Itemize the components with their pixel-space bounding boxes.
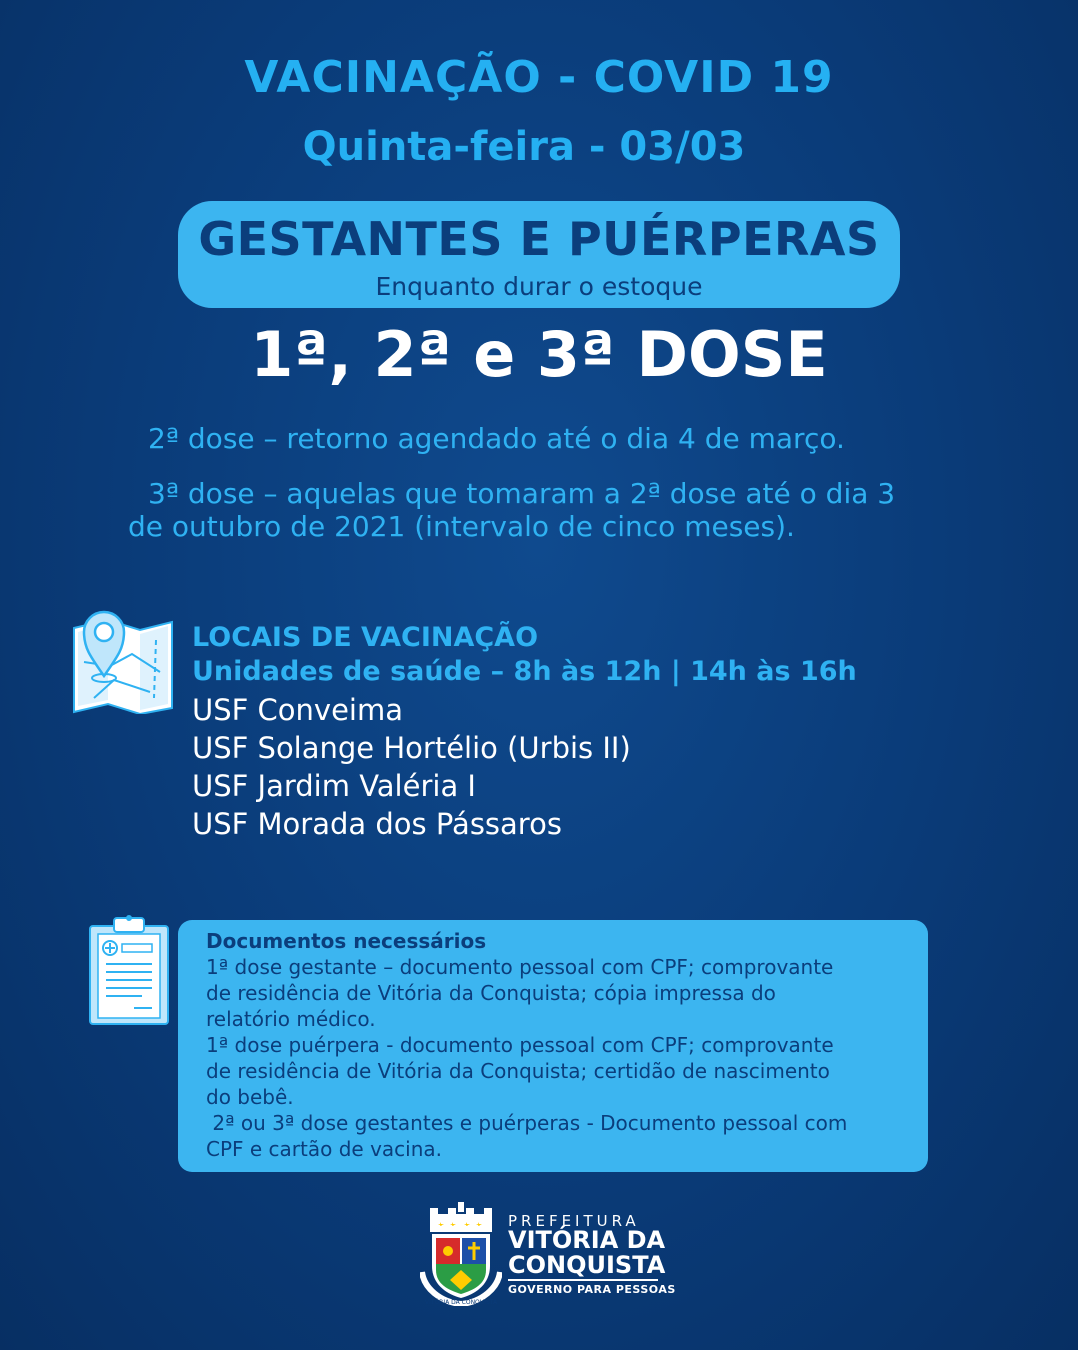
logo-prefeitura: PREFEITURA: [508, 1212, 640, 1230]
documents-line: 1ª dose gestante – documento pessoal com CPF; comprovante: [206, 955, 834, 979]
page-title: VACINAÇÃO - COVID 19: [244, 52, 834, 103]
documents-text: [206, 928, 912, 1162]
documents-line: 1ª dose puérpera - documento pessoal com CPF; comprovante: [206, 1033, 834, 1057]
documents-line: CPF e cartão de vacina.: [206, 1137, 443, 1161]
documents-line: de residência de Vitória da Conquista; cópia impressa do: [206, 981, 776, 1005]
location-item: USF Solange Hortélio (Urbis II): [192, 731, 631, 765]
page-subtitle-date: Quinta-feira - 03/03: [302, 124, 746, 170]
documents-line: do bebê.: [206, 1085, 294, 1109]
logo-divider: [508, 1279, 658, 1281]
documents-heading: Documentos necessários: [206, 929, 487, 953]
documents-line: de residência de Vitória da Conquista; certidão de nascimento: [206, 1059, 830, 1083]
doses-title: 1ª, 2ª e 3ª DOSE: [250, 318, 828, 391]
logo-tagline: GOVERNO PARA PESSOAS: [508, 1283, 676, 1296]
locations-hours: Unidades de saúde – 8h às 12h | 14h às 16h: [192, 656, 857, 687]
location-item: USF Jardim Valéria I: [192, 769, 476, 803]
group-title: GESTANTES E PUÉRPERAS: [198, 212, 880, 266]
location-item: USF Conveima: [192, 693, 403, 727]
svg-text:VITÓRIA DA CONQUISTA: VITÓRIA DA CONQUISTA: [424, 1299, 498, 1306]
dose-info-line-2: 3ª dose – aquelas que tomaram a 2ª dose até o dia 3: [148, 477, 896, 510]
documents-line: 2ª ou 3ª dose gestantes e puérperas - Documento pessoal com: [206, 1111, 848, 1135]
logo-city-line-2: CONQUISTA: [508, 1251, 666, 1279]
locations-heading: LOCAIS DE VACINAÇÃO: [192, 622, 539, 653]
documents-line: relatório médico.: [206, 1007, 376, 1031]
location-item: USF Morada dos Pássaros: [192, 807, 562, 841]
city-coat-of-arms-icon: [420, 1200, 502, 1306]
group-note: Enquanto durar o estoque: [375, 272, 703, 301]
clipboard-icon: [86, 912, 172, 1028]
dose-info-line-3: de outubro de 2021 (intervalo de cinco meses).: [128, 510, 795, 543]
dose-info-line-1: 2ª dose – retorno agendado até o dia 4 de março.: [148, 422, 845, 455]
map-pin-icon: [70, 606, 176, 714]
logo-city-line-1: VITÓRIA DA: [508, 1226, 666, 1254]
